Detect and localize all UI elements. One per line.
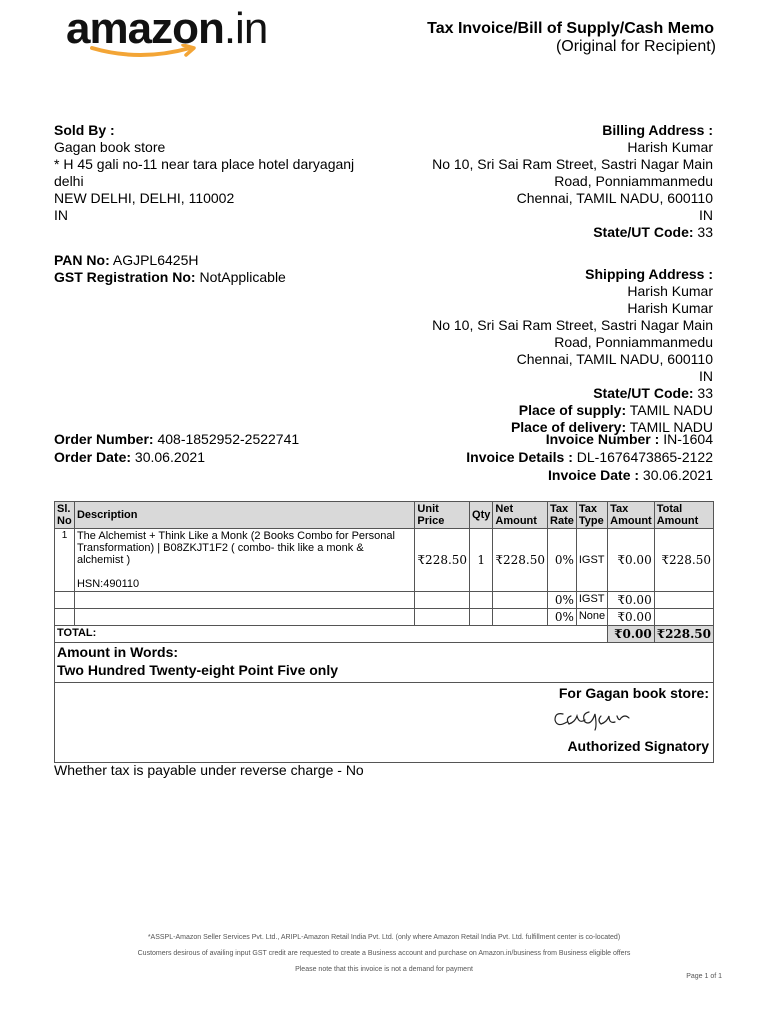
billing-section (383, 122, 713, 241)
cell-empty (55, 592, 75, 609)
cell-empty (470, 592, 493, 609)
cell-unit-price: ₹228.50 (415, 529, 470, 592)
invoice-date: Invoice Date : 30.06.2021 (548, 467, 713, 483)
cell-empty (415, 609, 470, 626)
cell-sl: 1 (55, 529, 75, 592)
footer-line2: Customers desirous of availing input GST credit are requested to create a Business account and purchase on Amazon.in/business from Business eligible offers (137, 950, 631, 957)
col-total-amount: Total Amount (654, 502, 713, 529)
table-row (55, 529, 714, 592)
footer-line1: *ASSPL-Amazon Seller Services Pvt. Ltd., ARIPL-Amazon Retail India Pvt. Ltd. (only where Amazon Retail India Pvt. Ltd. fulfillment center is co-located) (147, 934, 621, 941)
table-row (55, 609, 714, 626)
cell-total-amount: ₹228.50 (654, 529, 713, 592)
cell-tax-type: IGST (576, 529, 607, 592)
total-row (55, 626, 714, 643)
logo-name: amazon (66, 4, 224, 53)
billing-label: Billing Address : (602, 122, 713, 138)
table-header-row (55, 502, 714, 529)
cell-net-amount: ₹228.50 (493, 529, 548, 592)
billing-line3: Chennai, TAMIL NADU, 600110 (516, 190, 713, 206)
billing-line2: Road, Ponniammanmedu (554, 173, 713, 189)
order-date: Order Date: 30.06.2021 (54, 449, 205, 465)
col-tax-rate: Tax Rate (548, 502, 577, 529)
shipping-name2: Harish Kumar (627, 300, 713, 316)
footer-line3: Please note that this invoice is not a demand for payment (295, 966, 473, 973)
invoice-details: Invoice Details : DL-1676473865-2122 (466, 449, 713, 465)
invoice-section (383, 430, 713, 484)
place-of-delivery: Place of delivery: TAMIL NADU (510, 419, 713, 435)
cell-empty (415, 592, 470, 609)
shipping-state-code: State/UT Code: 33 (593, 385, 713, 401)
cell-empty (493, 592, 548, 609)
cell-tax-amount: ₹0.00 (608, 609, 655, 626)
total-tax-amount: ₹0.00 (608, 626, 655, 643)
cell-tax-amount: ₹0.00 (608, 592, 655, 609)
total-label: TOTAL: (55, 626, 608, 643)
billing-country: IN (699, 207, 713, 223)
seller-address-line2: delhi (54, 173, 84, 189)
seller-name: Gagan book store (54, 139, 166, 155)
shipping-line1: No 10, Sri Sai Ram Street, Sastri Nagar Main (432, 317, 713, 333)
seller-address-line3: NEW DELHI, DELHI, 110002 (54, 190, 235, 206)
place-of-supply: Place of supply: TAMIL NADU (518, 402, 713, 418)
col-description: Description (74, 502, 414, 529)
pan-number: PAN No: AGJPL6425H (54, 252, 199, 268)
col-sl: Sl. No (55, 502, 75, 529)
signature-image (551, 704, 641, 734)
amount-words-value: Two Hundred Twenty-eight Point Five only (57, 662, 339, 678)
seller-address-line1: * H 45 gali no-11 near tara place hotel daryaganj (54, 156, 355, 172)
for-store-label: For Gagan book store: (558, 685, 709, 701)
cell-empty (470, 609, 493, 626)
col-tax-amount: Tax Amount (608, 502, 655, 529)
amount-in-words-box (54, 642, 714, 683)
cell-tax-type: IGST (576, 592, 607, 609)
logo-tld: .in (223, 4, 268, 53)
shipping-line2: Road, Ponniammanmedu (554, 334, 713, 350)
gst-registration: GST Registration No: NotApplicable (54, 269, 286, 285)
cell-tax-type: None (576, 609, 607, 626)
cell-tax-rate: 0% (548, 609, 577, 626)
col-qty: Qty (470, 502, 493, 529)
signature-box (54, 682, 714, 763)
shipping-line3: Chennai, TAMIL NADU, 600110 (516, 351, 713, 367)
cell-description (74, 529, 414, 592)
seller-country: IN (54, 207, 68, 223)
shipping-section (383, 266, 713, 436)
col-tax-type: Tax Type (576, 502, 607, 529)
reverse-charge-note: Whether tax is payable under reverse charge - No (54, 762, 364, 778)
shipping-label: Shipping Address : (585, 266, 713, 282)
total-amount: ₹228.50 (654, 626, 713, 643)
invoice-title: Tax Invoice/Bill of Supply/Cash Memo (427, 20, 714, 37)
billing-line1: No 10, Sri Sai Ram Street, Sastri Nagar Main (432, 156, 713, 172)
cell-tax-rate: 0% (548, 592, 577, 609)
cell-tax-rate: 0% (548, 529, 577, 592)
billing-state-code: State/UT Code: 33 (593, 224, 713, 240)
amazon-smile-icon (90, 44, 200, 60)
amount-words-label: Amount in Words: (57, 644, 179, 660)
page-number: Page 1 of 1 (686, 973, 722, 980)
invoice-number: Invoice Number : IN-1604 (545, 431, 713, 447)
item-description: The Alchemist + Think Like a Monk (2 Books Combo for Personal Transformation) | B08ZKJT1F2 ( combo- thik like a monk & alchemist ) (76, 530, 395, 566)
cell-empty (654, 609, 713, 626)
tax-ids (54, 252, 286, 286)
item-hsn: HSN:490110 (76, 578, 140, 590)
order-section (54, 430, 299, 466)
cell-tax-amount: ₹0.00 (608, 529, 655, 592)
cell-empty (493, 609, 548, 626)
order-number: Order Number: 408-1852952-2522741 (54, 431, 300, 447)
items-table (54, 501, 714, 643)
authorized-signatory: Authorized Signatory (567, 738, 709, 754)
table-row (55, 592, 714, 609)
cell-empty (74, 592, 414, 609)
sold-by-section (54, 122, 394, 224)
cell-empty (654, 592, 713, 609)
billing-name: Harish Kumar (627, 139, 713, 155)
cell-empty (55, 609, 75, 626)
shipping-country: IN (699, 368, 713, 384)
shipping-name1: Harish Kumar (627, 283, 713, 299)
cell-qty: 1 (470, 529, 493, 592)
col-net-amount: Net Amount (493, 502, 548, 529)
sold-by-label: Sold By : (54, 122, 115, 138)
col-unit-price: Unit Price (415, 502, 470, 529)
invoice-subtitle: (Original for Recipient) (555, 38, 716, 55)
cell-empty (74, 609, 414, 626)
